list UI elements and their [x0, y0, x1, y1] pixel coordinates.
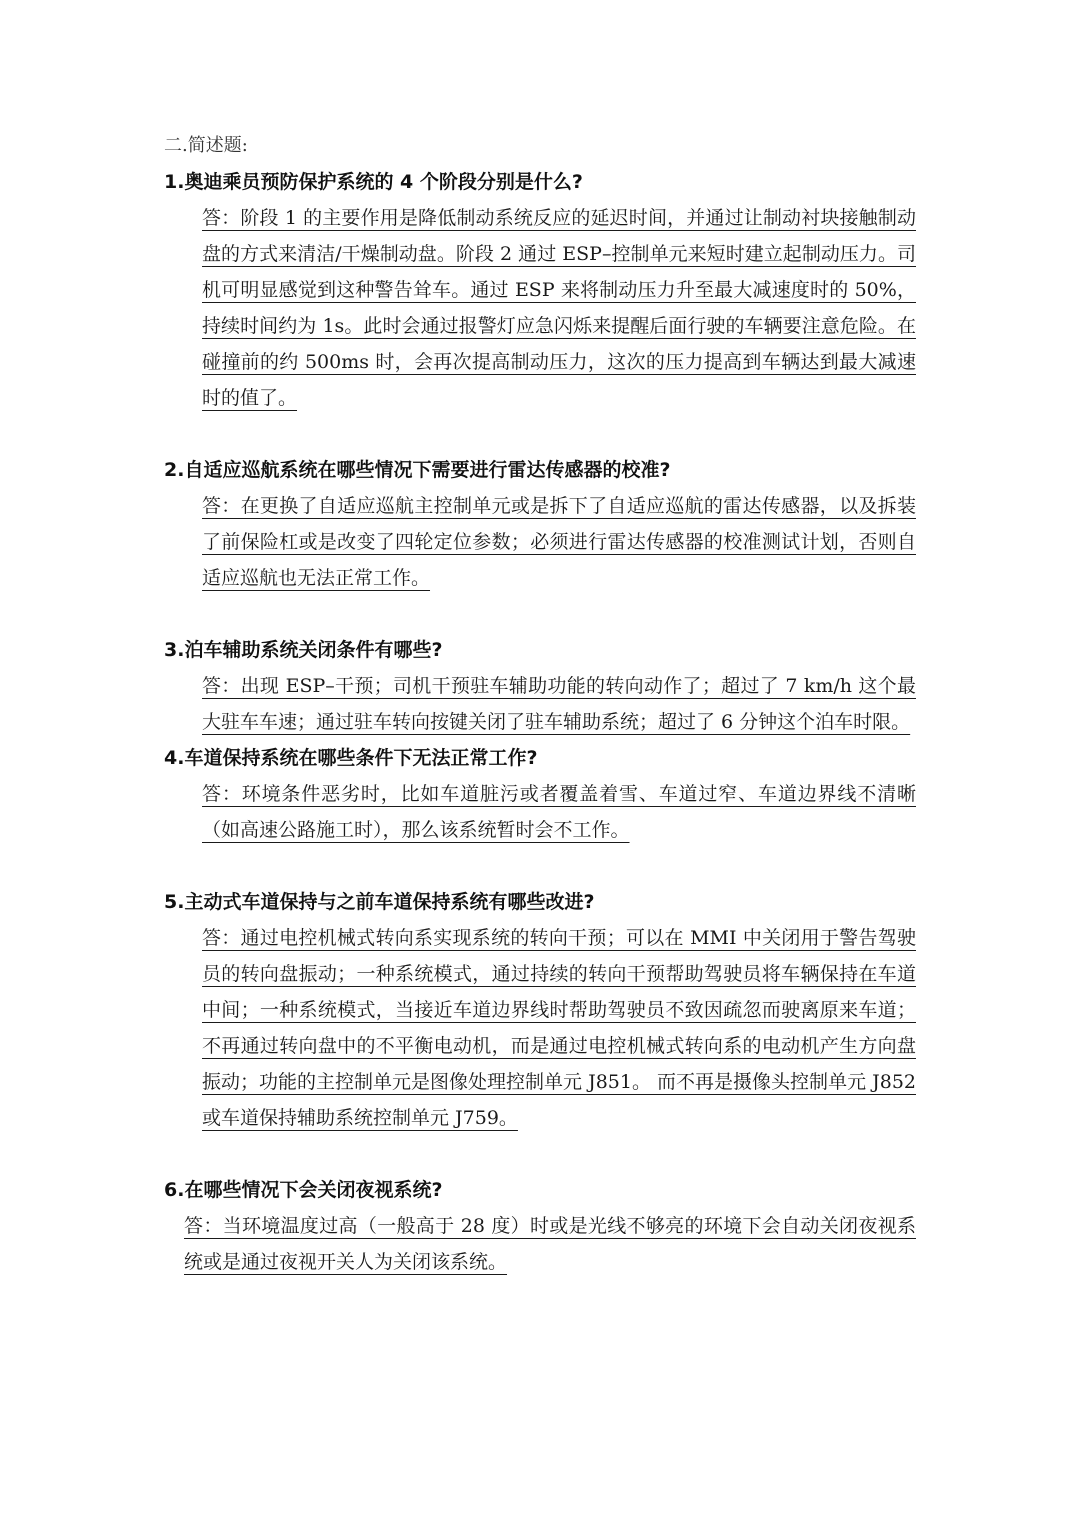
question-2: 2.自适应巡航系统在哪些情况下需要进行雷达传感器的校准?	[164, 459, 671, 481]
answer-5-text: 答：通过电控机械式转向系实现系统的转向干预；可以在 MMI 中关闭用于警告驾驶员的转向盘振动；一种系统模式，通过持续的转向干预帮助驾驶员将车辆保持在车道中间；一种系统模式，当接近车道边界线时帮助驾驶员不致因疏忽而驶离原来车道；不再通过转向盘中的不平衡电动机，而是通过电控机械式转向系的电动机产生方向盘振动；功能的主控制单元是图像处理控制单元 J851。 而不再是摄像头控制单元 J852 或车道保持辅助系统控制单元 J759。	[202, 927, 916, 1129]
answer-2-text: 答：在更换了自适应巡航主控制单元或是拆下了自适应巡航的雷达传感器，以及拆装了前保险杠或是改变了四轮定位参数；必须进行雷达传感器的校准测试计划，否则自适应巡航也无法正常工作。	[202, 495, 916, 589]
answer-4	[164, 776, 916, 848]
spacer	[164, 1136, 916, 1172]
answer-3	[164, 668, 916, 740]
spacer	[164, 416, 916, 452]
spacer	[164, 848, 916, 884]
document-page	[164, 128, 916, 1280]
answer-4-text: 答：环境条件恶劣时，比如车道脏污或者覆盖着雪、车道过窄、车道边界线不清晰（如高速公路施工时），那么该系统暂时会不工作。	[202, 783, 916, 841]
answer-5	[164, 920, 916, 1136]
answer-3-text: 答：出现 ESP–干预；司机干预驻车辅助功能的转向动作了；超过了 7 km/h 这个最大驻车车速；通过驻车转向按键关闭了驻车辅助系统；超过了 6 分钟这个泊车时限。	[202, 675, 916, 733]
answer-6	[164, 1208, 916, 1280]
question-4: 4.车道保持系统在哪些条件下无法正常工作?	[164, 747, 538, 769]
answer-1-text: 答：阶段 1 的主要作用是降低制动系统反应的延迟时间，并通过让制动衬块接触制动盘的方式来清洁/干燥制动盘。阶段 2 通过 ESP–控制单元来短时建立起制动压力。司机可明显感觉到这种警告耸车。通过 ESP 来将制动压力升至最大减速度时的 50%，持续时间约为 1s。此时会通过报警灯应急闪烁来提醒后面行驶的车辆要注意危险。在碰撞前的约 500ms 时，会再次提高制动压力，这次的压力提高到车辆达到最大减速时的值了。	[202, 207, 916, 409]
spacer	[164, 596, 916, 632]
answer-2	[164, 488, 916, 596]
question-3: 3.泊车辅助系统关闭条件有哪些?	[164, 639, 443, 661]
answer-6-text: 答：当环境温度过高（一般高于 28 度）时或是光线不够亮的环境下会自动关闭夜视系统或是通过夜视开关人为关闭该系统。	[184, 1215, 916, 1273]
section-title: 二.简述题:	[164, 135, 248, 156]
question-5: 5.主动式车道保持与之前车道保持系统有哪些改进?	[164, 891, 595, 913]
question-1: 1.奥迪乘员预防保护系统的 4 个阶段分别是什么?	[164, 171, 583, 193]
answer-1	[164, 200, 916, 416]
question-6: 6.在哪些情况下会关闭夜视系统?	[164, 1179, 443, 1201]
